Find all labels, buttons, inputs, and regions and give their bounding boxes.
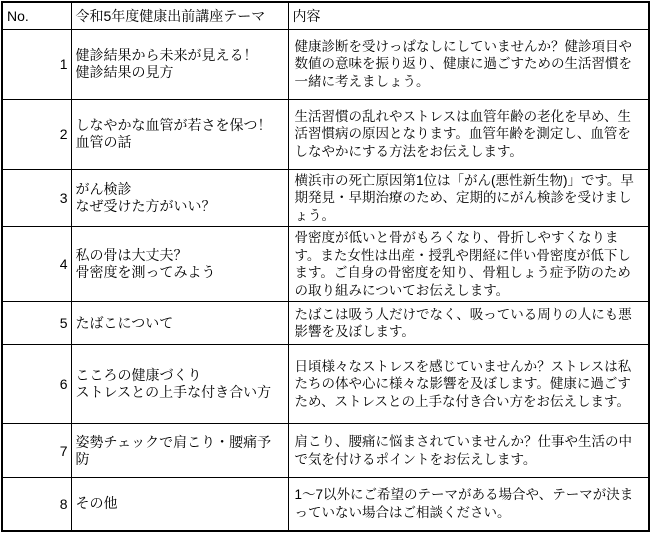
row-content: 肩こり、腰痛に悩まされていませんか？仕事や生活の中で気を付けるポイントをお伝えします。	[288, 424, 649, 478]
row-content: 1～7以外にご希望のテーマがある場合や、テーマが決まっていない場合はご相談ください。	[288, 478, 649, 531]
row-theme: がん検診 なぜ受けた方がいい？	[71, 169, 288, 227]
row-theme: しなやかな血管が若さを保つ！ 血管の話	[71, 99, 288, 169]
table-row	[2, 169, 649, 227]
row-no: 3	[2, 169, 71, 227]
table-body	[2, 29, 649, 531]
row-no: 5	[2, 302, 71, 345]
row-content: たばこは吸う人だけでなく、吸っている周りの人にも悪影響を及ぼします。	[288, 302, 649, 345]
row-no: 6	[2, 345, 71, 424]
table-row	[2, 478, 649, 531]
row-theme: 健診結果から未来が見える！ 健診結果の見方	[71, 29, 288, 99]
header-content: 内容	[288, 2, 649, 29]
row-no: 8	[2, 478, 71, 531]
table-row	[2, 227, 649, 302]
row-no: 2	[2, 99, 71, 169]
row-theme: たばこについて	[71, 302, 288, 345]
header-theme: 令和5年度健康出前講座テーマ	[71, 2, 288, 29]
header-no: No.	[2, 2, 71, 29]
row-theme: こころの健康づくり ストレスとの上手な付き合い方	[71, 345, 288, 424]
table-row	[2, 424, 649, 478]
row-content: 健康診断を受けっぱなしにしていませんか？健診項目や数値の意味を振り返り、健康に過ごすための生活習慣を一緒に考えましょう。	[288, 29, 649, 99]
row-theme: 姿勢チェックで肩こり・腰痛予防	[71, 424, 288, 478]
table-header-row	[2, 2, 649, 29]
row-theme: 私の骨は大丈夫？ 骨密度を測ってみよう	[71, 227, 288, 302]
row-content: 生活習慣の乱れやストレスは血管年齢の老化を早め、生活習慣病の原因となります。血管年齢を測定し、血管をしなやかにする方法をお伝えします。	[288, 99, 649, 169]
row-content: 日頃様々なストレスを感じていませんか？ストレスは私たちの体や心に様々な影響を及ぼします。健康に過ごすため、ストレスとの上手な付き合い方をお伝えします。	[288, 345, 649, 424]
table-row	[2, 302, 649, 345]
row-no: 4	[2, 227, 71, 302]
row-content: 横浜市の死亡原因第1位は「がん(悪性新生物)」です。早期発見・早期治療のため、定期的にがん検診を受けましょう。	[288, 169, 649, 227]
row-no: 1	[2, 29, 71, 99]
row-theme: その他	[71, 478, 288, 531]
row-content: 骨密度が低いと骨がもろくなり、骨折しやすくなります。また女性は出産・授乳や閉経に伴い骨密度が低下します。ご自身の骨密度を知り、骨粗しょう症予防のための取り組みについてお伝えします。	[288, 227, 649, 302]
table-row	[2, 99, 649, 169]
table-row	[2, 29, 649, 99]
table-row	[2, 345, 649, 424]
row-no: 7	[2, 424, 71, 478]
health-lecture-theme-table	[1, 1, 650, 532]
